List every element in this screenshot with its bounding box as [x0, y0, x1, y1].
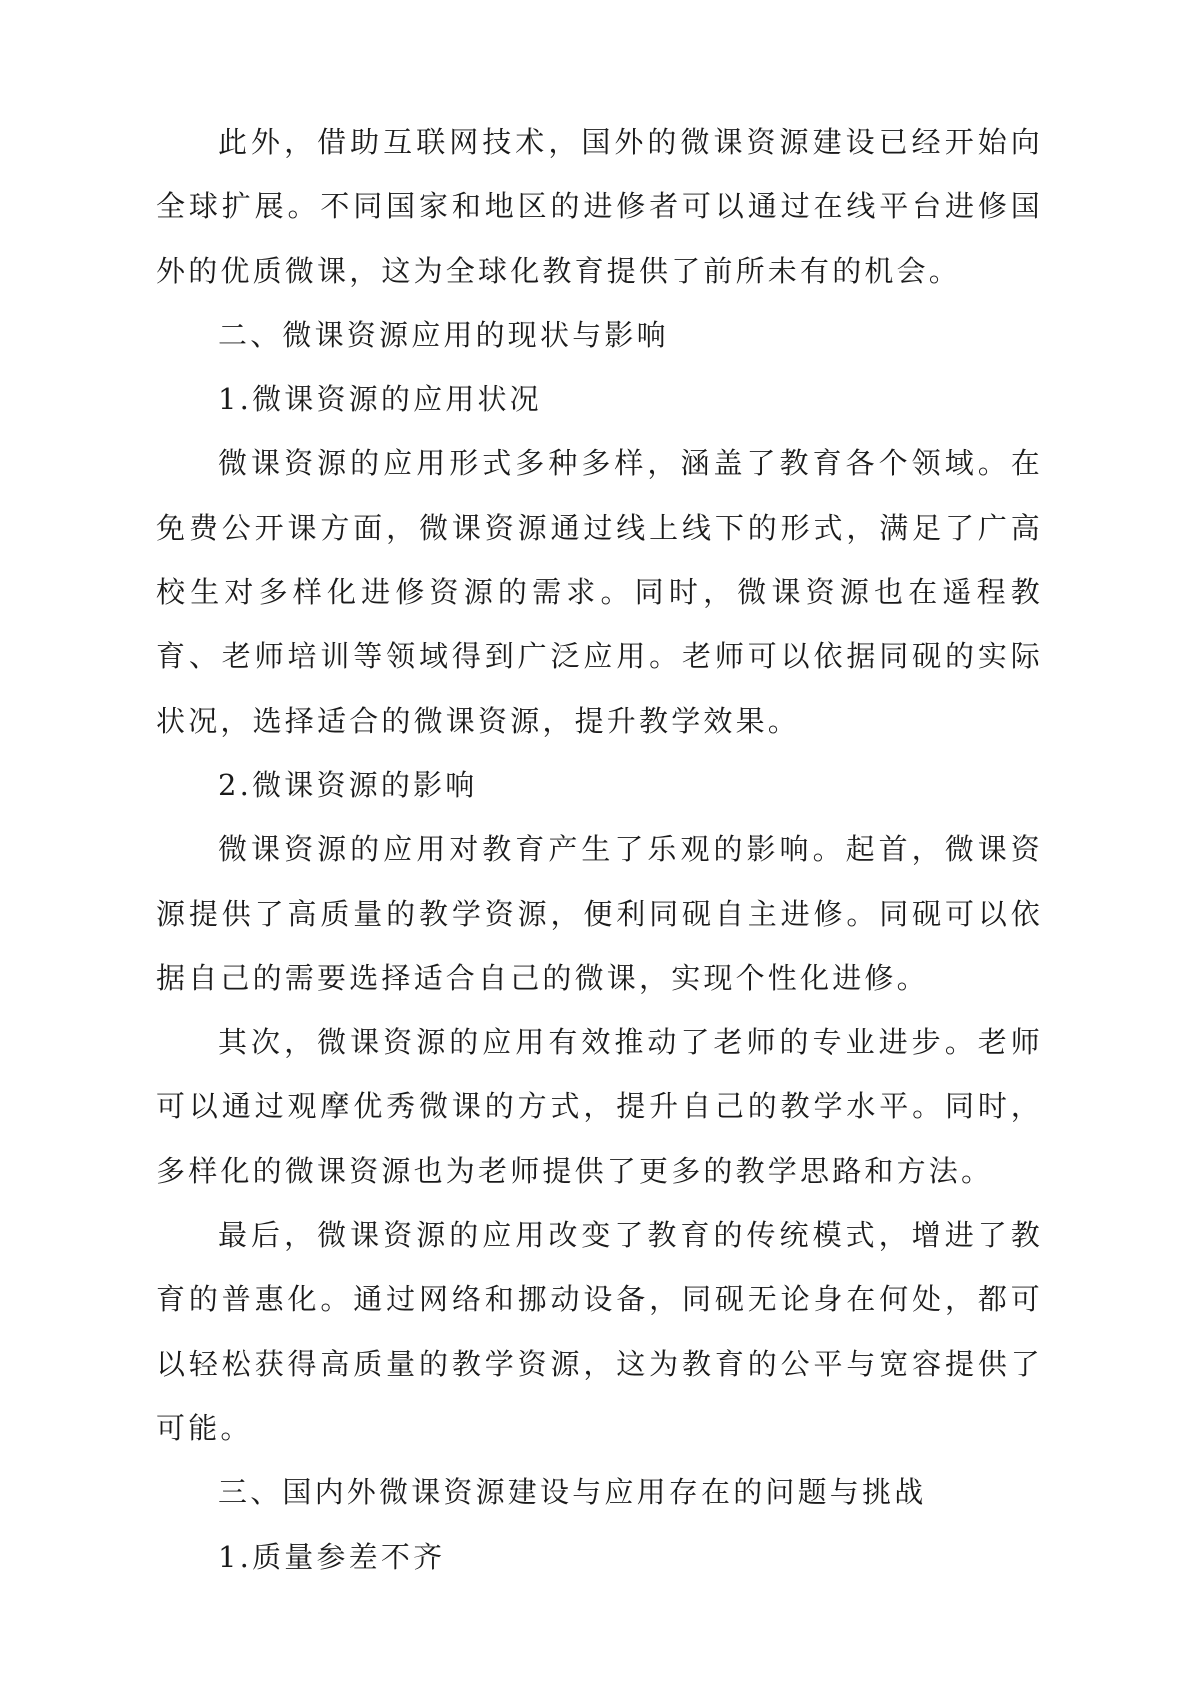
paragraph-impact-last: 最后，微课资源的应用改变了教育的传统模式，增进了教育的普惠化。通过网络和挪动设备，同砚无论身在何处，都可以轻松获得高质量的教学资源，这为教育的公平与宽容提供了可能。 — [156, 1218, 1043, 1445]
subheading-2-1: 1.微课资源的应用状况 — [218, 382, 542, 417]
subheading-2-2: 2.微课资源的影响 — [218, 767, 478, 802]
subheading-3-1: 1.质量参差不齐 — [218, 1539, 446, 1574]
paragraph-impact-second: 其次，微课资源的应用有效推动了老师的专业进步。老师可以通过观摩优秀微课的方式，提升自己的教学水平。同时，多样化的微课资源也为老师提供了更多的教学思路和方法。 — [156, 1025, 1043, 1188]
paragraph-global-expansion: 此外，借助互联网技术，国外的微课资源建设已经开始向全球扩展。不同国家和地区的进修者可以通过在线平台进修国外的优质微课，这为全球化教育提供了前所未有的机会。 — [156, 125, 1043, 288]
section-heading-3: 三、国内外微课资源建设与应用存在的问题与挑战 — [218, 1475, 927, 1510]
section-heading-2: 二、微课资源应用的现状与影响 — [218, 317, 669, 352]
document-body — [156, 110, 1043, 1589]
paragraph-impact-first: 微课资源的应用对教育产生了乐观的影响。起首，微课资源提供了高质量的教学资源，便利同砚自主进修。同砚可以依据自己的需要选择适合自己的微课，实现个性化进修。 — [156, 832, 1043, 995]
paragraph-application-status: 微课资源的应用形式多种多样，涵盖了教育各个领域。在免费公开课方面，微课资源通过线上线下的形式，满足了广高校生对多样化进修资源的需求。同时，微课资源也在遥程教育、老师培训等领域得到广泛应用。老师可以依据同砚的实际状况，选择适合的微课资源，提升教学效果。 — [156, 446, 1043, 738]
